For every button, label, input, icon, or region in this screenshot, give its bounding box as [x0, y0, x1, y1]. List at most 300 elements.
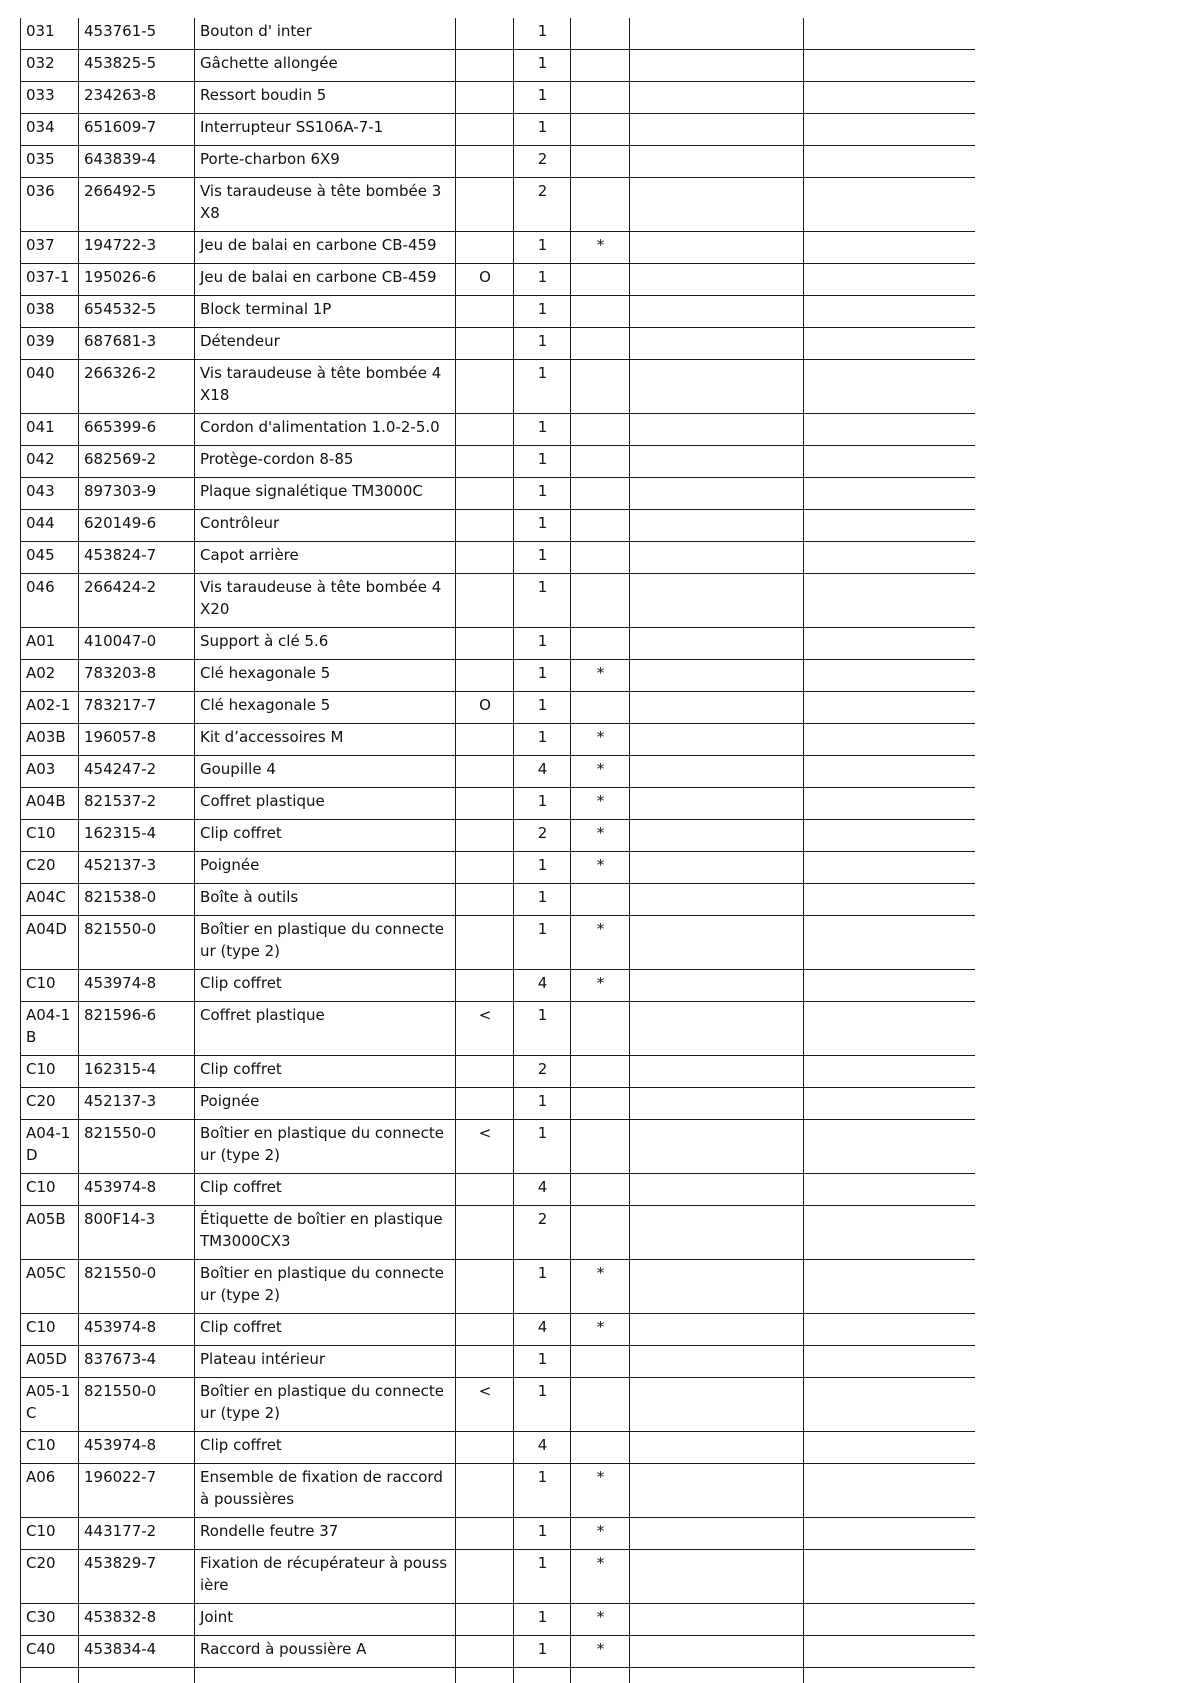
empty-cell: [804, 660, 976, 692]
quantity-cell: 4: [514, 1432, 571, 1464]
table-row: [21, 178, 976, 232]
empty-cell: [630, 542, 804, 574]
empty-cell: [630, 82, 804, 114]
part-number-cell: 266326-2: [79, 360, 195, 414]
description-cell: Plaque signalétique TM3000C: [195, 478, 456, 510]
ref-no-cell: 031: [21, 18, 79, 50]
note-cell: [571, 50, 630, 82]
part-number-cell: 783203-8: [79, 660, 195, 692]
description-cell: Boîtier en plastique du connecteur (type 2): [195, 1120, 456, 1174]
option-cell: O: [456, 692, 514, 724]
empty-cell: [804, 788, 976, 820]
table-row: [21, 1604, 976, 1636]
empty-cell: [804, 510, 976, 542]
description-cell: Boîtier en plastique du connecteur (type 2): [195, 916, 456, 970]
table-row: [21, 970, 976, 1002]
quantity-cell: 1: [514, 18, 571, 50]
part-number-cell: 643839-4: [79, 146, 195, 178]
option-cell: [456, 574, 514, 628]
table-row: [21, 296, 976, 328]
ref-no-cell: 043: [21, 478, 79, 510]
empty-cell: [804, 1206, 976, 1260]
table-row: [21, 542, 976, 574]
ref-no-cell: A04B: [21, 788, 79, 820]
part-number-cell: 837673-4: [79, 1346, 195, 1378]
note-cell: [571, 574, 630, 628]
part-number-cell: 453974-8: [79, 970, 195, 1002]
empty-cell: [804, 1604, 976, 1636]
description-cell: Clip coffret: [195, 970, 456, 1002]
description-cell: Vis taraudeuse à tête bombée 4X18: [195, 360, 456, 414]
description-cell: Clip coffret: [195, 1314, 456, 1346]
note-cell: *: [571, 852, 630, 884]
note-cell: *: [571, 232, 630, 264]
quantity-cell: 1: [514, 1604, 571, 1636]
empty-cell: [630, 1668, 804, 1683]
empty-cell: [804, 1056, 976, 1088]
note-cell: *: [571, 916, 630, 970]
ref-no-cell: 032: [21, 50, 79, 82]
quantity-cell: 2: [514, 1056, 571, 1088]
quantity-cell: 1: [514, 1088, 571, 1120]
note-cell: *: [571, 1550, 630, 1604]
table-row: [21, 1088, 976, 1120]
note-cell: [571, 178, 630, 232]
option-cell: [456, 1174, 514, 1206]
description-cell: Porte-charbon 6X9: [195, 146, 456, 178]
note-cell: [571, 884, 630, 916]
option-cell: [456, 1464, 514, 1518]
table-row: [21, 478, 976, 510]
note-cell: [571, 146, 630, 178]
ref-no-cell: A05-1C: [21, 1378, 79, 1432]
ref-no-cell: A03: [21, 756, 79, 788]
note-cell: [571, 692, 630, 724]
part-number-cell: 620149-6: [79, 510, 195, 542]
empty-cell: [630, 1464, 804, 1518]
note-cell: [571, 1120, 630, 1174]
option-cell: [456, 542, 514, 574]
quantity-cell: 1: [514, 542, 571, 574]
table-row: [21, 50, 976, 82]
option-cell: [456, 788, 514, 820]
ref-no-cell: A03B: [21, 724, 79, 756]
quantity-cell: 1: [514, 478, 571, 510]
option-cell: [456, 660, 514, 692]
option-cell: [456, 1518, 514, 1550]
table-row: [21, 660, 976, 692]
empty-cell: [804, 178, 976, 232]
option-cell: [456, 1346, 514, 1378]
ref-no-cell: 041: [21, 414, 79, 446]
ref-no-cell: C30: [21, 1604, 79, 1636]
ref-no-cell: 045: [21, 542, 79, 574]
quantity-cell: 1: [514, 660, 571, 692]
empty-cell: [804, 446, 976, 478]
empty-cell: [804, 1378, 976, 1432]
quantity-cell: 1: [514, 296, 571, 328]
option-cell: [456, 1550, 514, 1604]
empty-cell: [630, 1056, 804, 1088]
empty-cell: [630, 574, 804, 628]
table-row: [21, 1464, 976, 1518]
quantity-cell: 1: [514, 82, 571, 114]
part-number-cell: 453825-5: [79, 50, 195, 82]
empty-cell: [630, 820, 804, 852]
part-number-cell: 452137-3: [79, 1088, 195, 1120]
empty-cell: [804, 232, 976, 264]
description-cell: Coffret plastique: [195, 1002, 456, 1056]
empty-cell: [630, 232, 804, 264]
quantity-cell: 1: [514, 50, 571, 82]
table-row: [21, 884, 976, 916]
option-cell: O: [456, 264, 514, 296]
table-row: [21, 756, 976, 788]
part-number-cell: 453974-8: [79, 1314, 195, 1346]
note-cell: [571, 1056, 630, 1088]
empty-cell: [630, 510, 804, 542]
description-cell: Block terminal 1P: [195, 296, 456, 328]
option-cell: [456, 916, 514, 970]
quantity-cell: [514, 1668, 571, 1683]
quantity-cell: 1: [514, 360, 571, 414]
ref-no-cell: A05C: [21, 1260, 79, 1314]
part-number-cell: 821550-0: [79, 916, 195, 970]
option-cell: [456, 50, 514, 82]
ref-no-cell: C40: [21, 1636, 79, 1668]
empty-cell: [630, 660, 804, 692]
quantity-cell: 1: [514, 510, 571, 542]
option-cell: [456, 414, 514, 446]
empty-cell: [804, 1518, 976, 1550]
option-cell: [456, 852, 514, 884]
ref-no-cell: A04D: [21, 916, 79, 970]
description-cell: Clip coffret: [195, 1432, 456, 1464]
ref-no-cell: C10: [21, 1174, 79, 1206]
part-number-cell: 266424-2: [79, 574, 195, 628]
note-cell: *: [571, 1636, 630, 1668]
option-cell: [456, 446, 514, 478]
part-number-cell: 897303-9: [79, 478, 195, 510]
empty-cell: [630, 1378, 804, 1432]
empty-cell: [630, 852, 804, 884]
description-cell: Cordon d'alimentation 1.0-2-5.0: [195, 414, 456, 446]
empty-cell: [630, 970, 804, 1002]
quantity-cell: 1: [514, 1518, 571, 1550]
empty-cell: [630, 146, 804, 178]
note-cell: [571, 1432, 630, 1464]
option-cell: [456, 1636, 514, 1668]
table-row: [21, 146, 976, 178]
empty-cell: [630, 1120, 804, 1174]
option-cell: [456, 232, 514, 264]
part-number-cell: 443177-2: [79, 1518, 195, 1550]
table-row: [21, 692, 976, 724]
note-cell: *: [571, 1314, 630, 1346]
empty-cell: [630, 1636, 804, 1668]
option-cell: <: [456, 1002, 514, 1056]
option-cell: [456, 18, 514, 50]
part-number-cell: 800F14-3: [79, 1206, 195, 1260]
note-cell: [571, 1002, 630, 1056]
empty-cell: [804, 1260, 976, 1314]
empty-cell: [630, 114, 804, 146]
empty-cell: [630, 178, 804, 232]
ref-no-cell: 038: [21, 296, 79, 328]
part-number-cell: 821537-2: [79, 788, 195, 820]
table-row: [21, 1550, 976, 1604]
ref-no-cell: A05B: [21, 1206, 79, 1260]
note-cell: [571, 478, 630, 510]
option-cell: [456, 724, 514, 756]
description-cell: Jeu de balai en carbone CB-459: [195, 232, 456, 264]
ref-no-cell: A06: [21, 1464, 79, 1518]
empty-cell: [630, 1604, 804, 1636]
ref-no-cell: 044: [21, 510, 79, 542]
empty-cell: [630, 1518, 804, 1550]
note-cell: *: [571, 788, 630, 820]
table-row: [21, 414, 976, 446]
empty-cell: [804, 414, 976, 446]
part-number-cell: 162315-4: [79, 1056, 195, 1088]
empty-cell: [804, 1550, 976, 1604]
empty-cell: [804, 296, 976, 328]
quantity-cell: 1: [514, 1464, 571, 1518]
description-cell: Poignée: [195, 1088, 456, 1120]
part-number-cell: 665399-6: [79, 414, 195, 446]
empty-cell: [630, 692, 804, 724]
ref-no-cell: A02: [21, 660, 79, 692]
option-cell: [456, 178, 514, 232]
ref-no-cell: A04C: [21, 884, 79, 916]
ref-no-cell: 046: [21, 574, 79, 628]
ref-no-cell: C10: [21, 1518, 79, 1550]
note-cell: [571, 1378, 630, 1432]
empty-cell: [630, 1260, 804, 1314]
ref-no-cell: 034: [21, 114, 79, 146]
ref-no-cell: A05D: [21, 1346, 79, 1378]
description-cell: Capot arrière: [195, 542, 456, 574]
description-cell: Plateau intérieur: [195, 1346, 456, 1378]
quantity-cell: 2: [514, 146, 571, 178]
note-cell: [571, 264, 630, 296]
description-cell: Fixation de récupérateur à poussière: [195, 1550, 456, 1604]
ref-no-cell: C10: [21, 970, 79, 1002]
quantity-cell: 1: [514, 414, 571, 446]
table-row: [21, 510, 976, 542]
quantity-cell: 1: [514, 1002, 571, 1056]
quantity-cell: 4: [514, 1174, 571, 1206]
description-cell: Contrôleur: [195, 510, 456, 542]
quantity-cell: 4: [514, 1314, 571, 1346]
note-cell: [571, 542, 630, 574]
empty-cell: [804, 1174, 976, 1206]
empty-cell: [630, 360, 804, 414]
ref-no-cell: C20: [21, 1088, 79, 1120]
option-cell: <: [456, 1120, 514, 1174]
empty-cell: [630, 50, 804, 82]
table-row: [21, 18, 976, 50]
quantity-cell: 1: [514, 852, 571, 884]
option-cell: [456, 510, 514, 542]
ref-no-cell: [21, 1668, 79, 1683]
option-cell: <: [456, 1378, 514, 1432]
table-row: [21, 1432, 976, 1464]
empty-cell: [630, 756, 804, 788]
note-cell: *: [571, 660, 630, 692]
description-cell: Kit d’accessoires M: [195, 724, 456, 756]
empty-cell: [804, 916, 976, 970]
description-cell: Clip coffret: [195, 820, 456, 852]
part-number-cell: 266492-5: [79, 178, 195, 232]
empty-cell: [630, 1346, 804, 1378]
table-row: [21, 1174, 976, 1206]
note-cell: *: [571, 820, 630, 852]
ref-no-cell: 033: [21, 82, 79, 114]
empty-cell: [630, 788, 804, 820]
option-cell: [456, 820, 514, 852]
table-row: [21, 1636, 976, 1668]
quantity-cell: 1: [514, 1636, 571, 1668]
part-number-cell: 454247-2: [79, 756, 195, 788]
table-row: [21, 788, 976, 820]
empty-cell: [804, 542, 976, 574]
table-row: [21, 628, 976, 660]
parts-list-table: [20, 18, 975, 1683]
quantity-cell: 2: [514, 1206, 571, 1260]
empty-cell: [804, 1346, 976, 1378]
quantity-cell: 1: [514, 114, 571, 146]
table-row: [21, 82, 976, 114]
part-number-cell: 452137-3: [79, 852, 195, 884]
note-cell: [571, 18, 630, 50]
table-row: [21, 574, 976, 628]
description-cell: Ensemble de fixation de raccord à poussières: [195, 1464, 456, 1518]
ref-no-cell: 039: [21, 328, 79, 360]
empty-cell: [630, 1002, 804, 1056]
description-cell: Gâchette allongée: [195, 50, 456, 82]
ref-no-cell: 042: [21, 446, 79, 478]
empty-cell: [630, 478, 804, 510]
table-row: [21, 328, 976, 360]
note-cell: [571, 1174, 630, 1206]
empty-cell: [804, 724, 976, 756]
quantity-cell: 1: [514, 1550, 571, 1604]
note-cell: [571, 414, 630, 446]
part-number-cell: 453824-7: [79, 542, 195, 574]
empty-cell: [630, 328, 804, 360]
quantity-cell: 1: [514, 1346, 571, 1378]
empty-cell: [804, 1314, 976, 1346]
empty-cell: [630, 264, 804, 296]
option-cell: [456, 1432, 514, 1464]
option-cell: [456, 1668, 514, 1683]
option-cell: [456, 1260, 514, 1314]
part-number-cell: 162315-4: [79, 820, 195, 852]
empty-cell: [804, 1120, 976, 1174]
table-row: [21, 820, 976, 852]
table-row: [21, 1260, 976, 1314]
table-row: [21, 1668, 976, 1683]
description-cell: Goupille 4: [195, 756, 456, 788]
ref-no-cell: 040: [21, 360, 79, 414]
quantity-cell: 1: [514, 916, 571, 970]
table-row: [21, 852, 976, 884]
option-cell: [456, 114, 514, 146]
parts-list-page: [20, 18, 975, 1683]
empty-cell: [804, 1088, 976, 1120]
part-number-cell: 821596-6: [79, 1002, 195, 1056]
ref-no-cell: C10: [21, 1432, 79, 1464]
empty-cell: [804, 264, 976, 296]
empty-cell: [804, 820, 976, 852]
option-cell: [456, 1088, 514, 1120]
ref-no-cell: A02-1: [21, 692, 79, 724]
ref-no-cell: 037-1: [21, 264, 79, 296]
part-number-cell: 682569-2: [79, 446, 195, 478]
quantity-cell: 1: [514, 574, 571, 628]
option-cell: [456, 1314, 514, 1346]
table-row: [21, 446, 976, 478]
option-cell: [456, 82, 514, 114]
empty-cell: [630, 884, 804, 916]
empty-cell: [804, 628, 976, 660]
note-cell: [571, 510, 630, 542]
description-cell: Étiquette de boîtier en plastique TM3000CX3: [195, 1206, 456, 1260]
quantity-cell: 1: [514, 884, 571, 916]
empty-cell: [804, 1636, 976, 1668]
note-cell: [571, 360, 630, 414]
quantity-cell: 1: [514, 232, 571, 264]
note-cell: [571, 1088, 630, 1120]
quantity-cell: 1: [514, 1378, 571, 1432]
description-cell: [195, 1668, 456, 1683]
description-cell: Jeu de balai en carbone CB-459: [195, 264, 456, 296]
note-cell: *: [571, 1518, 630, 1550]
note-cell: *: [571, 1604, 630, 1636]
part-number-cell: 453974-8: [79, 1174, 195, 1206]
empty-cell: [804, 1668, 976, 1683]
ref-no-cell: C10: [21, 820, 79, 852]
note-cell: [571, 328, 630, 360]
table-row: [21, 360, 976, 414]
ref-no-cell: A01: [21, 628, 79, 660]
option-cell: [456, 146, 514, 178]
quantity-cell: 1: [514, 724, 571, 756]
empty-cell: [804, 852, 976, 884]
empty-cell: [804, 328, 976, 360]
note-cell: *: [571, 756, 630, 788]
quantity-cell: 2: [514, 178, 571, 232]
empty-cell: [630, 1314, 804, 1346]
description-cell: Boîte à outils: [195, 884, 456, 916]
part-number-cell: 821550-0: [79, 1260, 195, 1314]
note-cell: *: [571, 970, 630, 1002]
option-cell: [456, 296, 514, 328]
empty-cell: [804, 1432, 976, 1464]
empty-cell: [630, 414, 804, 446]
empty-cell: [804, 1002, 976, 1056]
part-number-cell: 821550-0: [79, 1378, 195, 1432]
part-number-cell: 453829-7: [79, 1550, 195, 1604]
description-cell: Clip coffret: [195, 1174, 456, 1206]
empty-cell: [630, 628, 804, 660]
empty-cell: [804, 478, 976, 510]
ref-no-cell: A04-1B: [21, 1002, 79, 1056]
part-number-cell: 195026-6: [79, 264, 195, 296]
option-cell: [456, 1206, 514, 1260]
quantity-cell: 1: [514, 328, 571, 360]
